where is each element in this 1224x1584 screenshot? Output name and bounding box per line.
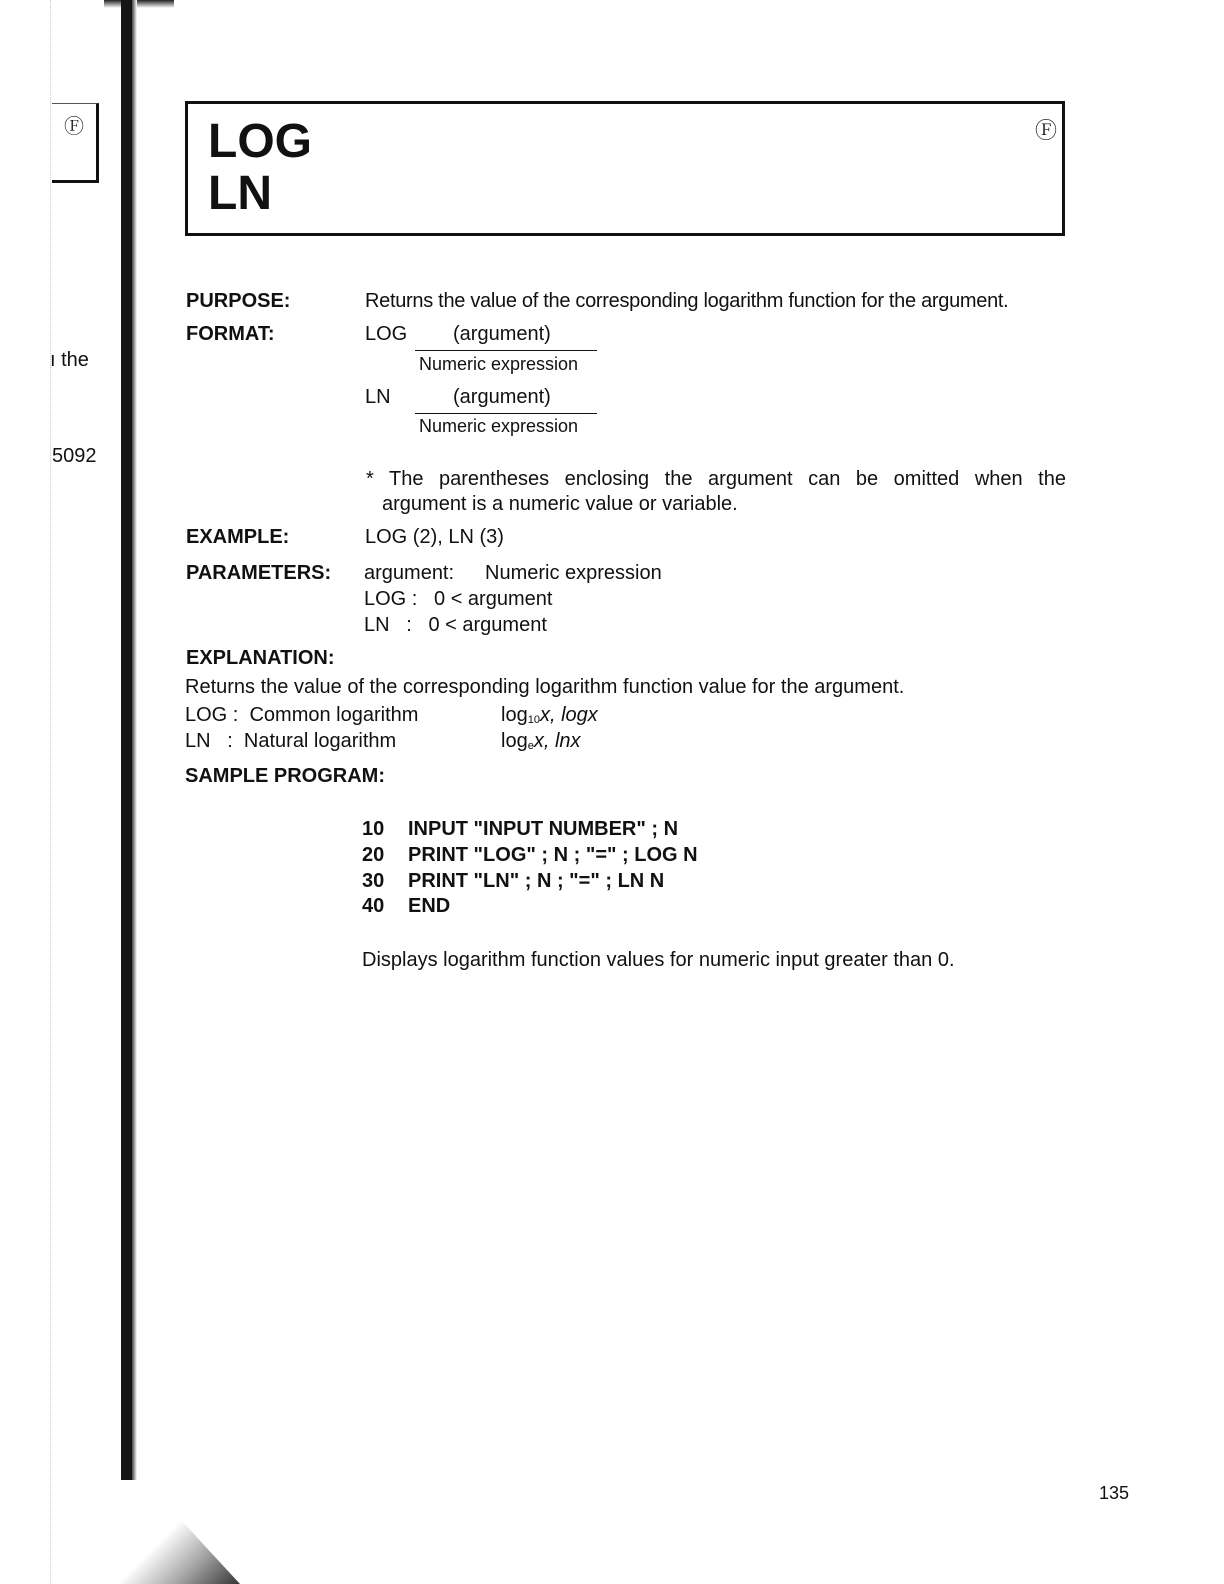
format-note-line2: argument is a numeric value or variable. — [382, 493, 738, 515]
page-title-log: LOG — [208, 115, 312, 168]
explanation-text: Returns the value of the corresponding logarithm function value for the argument. — [185, 676, 905, 698]
purpose-label: PURPOSE: — [186, 290, 291, 312]
format-log-keyword: LOG — [365, 323, 408, 345]
explanation-label: EXPLANATION: — [186, 647, 335, 669]
program-line-code: END — [408, 895, 451, 917]
program-line-code: INPUT "INPUT NUMBER" ; N — [408, 818, 679, 840]
explanation-log-name: LOG : Common logarithm — [185, 704, 419, 726]
program-line-number: 40 — [362, 895, 385, 917]
explanation-ln-notation: $\log_ex$, lnx — [501, 730, 581, 752]
format-ln-keyword: LN — [365, 386, 391, 408]
title-box — [185, 101, 1065, 236]
explanation-log-notation: $\log_{10}x$, logx — [501, 704, 598, 726]
parameters-log-range: LOG : 0 < argument — [364, 588, 553, 610]
binding-spine — [121, 0, 132, 1584]
program-line-number: 30 — [362, 870, 385, 892]
example-text: LOG (2), LN (3) — [365, 526, 504, 548]
previous-page-edge — [0, 0, 51, 1584]
format-ln-rule — [415, 413, 597, 414]
purpose-text: Returns the value of the corresponding logarithm function for the argument. — [365, 290, 1009, 312]
binding-foot — [120, 1480, 240, 1584]
previous-page-fragment-text: ı the — [50, 349, 89, 371]
parameters-argument-value: Numeric expression — [485, 562, 662, 584]
format-ln-annotation: Numeric expression — [419, 416, 579, 436]
sample-program-description: Displays logarithm function values for numeric input greater than 0. — [362, 949, 955, 971]
parameters-argument-key: argument: — [364, 562, 455, 584]
page-number: 135 — [1099, 1483, 1130, 1503]
function-mark: Ⓕ — [1035, 118, 1058, 143]
explanation-ln-name: LN : Natural logarithm — [185, 730, 397, 752]
format-log-rule — [415, 350, 597, 351]
example-label: EXAMPLE: — [186, 526, 290, 548]
parameters-label: PARAMETERS: — [186, 562, 332, 584]
format-note-line1: * The parentheses enclosing the argument can be omitted when the — [366, 468, 1066, 490]
format-log-annotation: Numeric expression — [419, 354, 579, 374]
program-line-number: 20 — [362, 844, 385, 866]
binding-top — [104, 0, 174, 8]
sample-program-label: SAMPLE PROGRAM: — [185, 765, 385, 787]
parameters-ln-range: LN : 0 < argument — [364, 614, 547, 636]
format-ln-argument: (argument) — [453, 386, 551, 408]
page-title-ln: LN — [208, 167, 272, 220]
format-label: FORMAT: — [186, 323, 275, 345]
program-line-code: PRINT "LN" ; N ; "=" ; LN N — [408, 870, 665, 892]
program-line-number: 10 — [362, 818, 385, 840]
format-log-argument: (argument) — [453, 323, 551, 345]
program-line-code: PRINT "LOG" ; N ; "=" ; LOG N — [408, 844, 698, 866]
previous-page-fragment-number: 5092 — [52, 445, 97, 467]
previous-page-mark: Ⓕ — [64, 116, 84, 138]
binding-shadow — [132, 0, 137, 1584]
